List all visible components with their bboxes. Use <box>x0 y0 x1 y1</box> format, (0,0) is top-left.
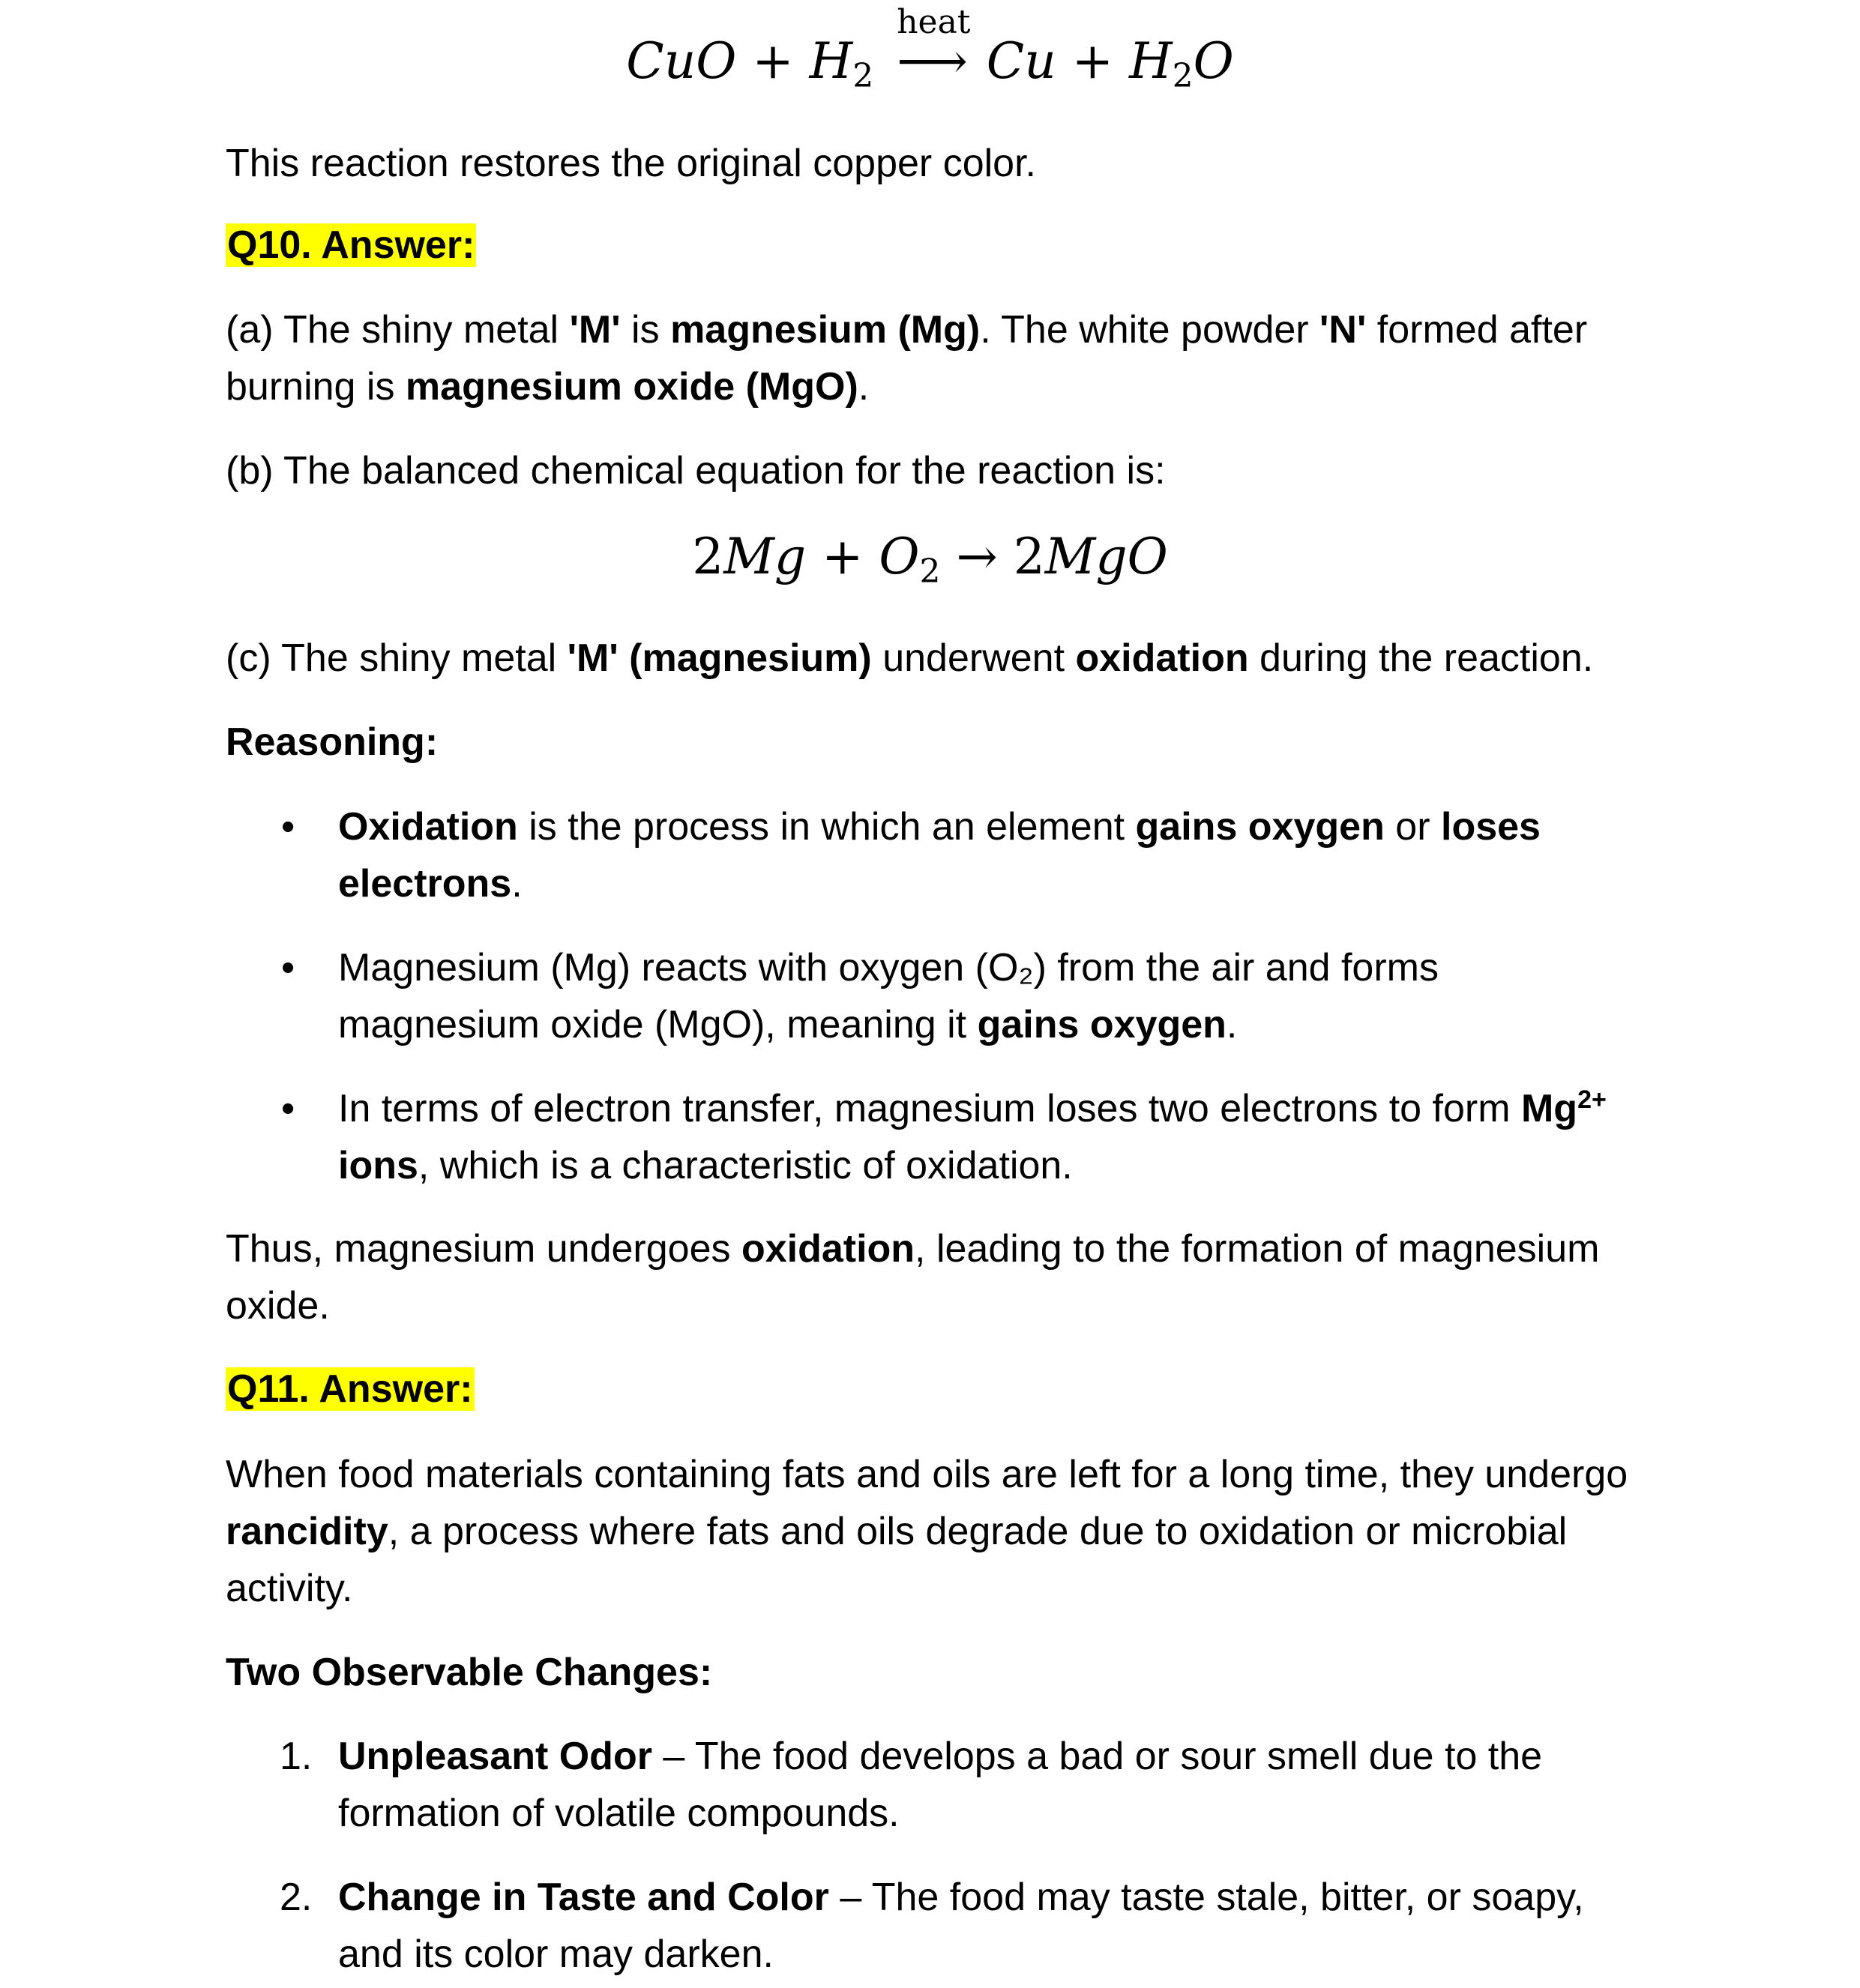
q10-part-a <box>226 301 1650 415</box>
eq2-o: O <box>879 528 920 585</box>
equation-mg-oxidation <box>0 527 1860 591</box>
bullet1-bold-gains: gains oxygen <box>1135 805 1385 849</box>
bullet1-bold-loses: loses electrons <box>338 805 1541 906</box>
bullet3-bold-mg: Mg <box>1520 1087 1578 1130</box>
eq2-mgo: MgO <box>1044 528 1168 585</box>
eq1-h2o-subscript: 2 <box>1172 57 1194 95</box>
eq2-mg: Mg <box>723 528 807 585</box>
list-item <box>338 798 1650 912</box>
reasoning-heading-text: Reasoning: <box>226 720 439 764</box>
bullet3-text-2: , which is a characteristic of oxidation. <box>418 1144 1073 1187</box>
list-number: 1. <box>280 1735 313 1778</box>
changes-heading-text: Two Observable Changes: <box>226 1651 713 1694</box>
q10-heading <box>226 217 1650 274</box>
item1-text: – The food develops a bad or sour smell due to the formation of volatile compounds. <box>338 1735 1543 1835</box>
eq1-heat-arrow <box>897 3 971 91</box>
q10-a-text-2: is <box>620 308 671 352</box>
q11-paragraph <box>226 1446 1650 1617</box>
bullet2-text-1: Magnesium (Mg) reacts with oxygen (O₂) from the air and forms magnesium oxide (MgO), meaning it <box>338 946 1439 1046</box>
bullet1-text-2: or <box>1384 805 1441 849</box>
thus-text-1: Thus, magnesium undergoes <box>226 1227 741 1271</box>
q10-a-text-1: (a) The shiny metal <box>226 308 570 352</box>
bullet1-text-3: . <box>511 862 523 906</box>
list-item <box>338 1728 1650 1842</box>
q10-c-bold-m: 'M' (magnesium) <box>567 636 872 680</box>
q11-heading-highlight: Q11. Answer: <box>227 1367 473 1411</box>
item2-text: – The food may taste stale, bitter, or soapy, and its color may darken. <box>338 1876 1584 1976</box>
item2-bold-taste: Change in Taste and Color <box>338 1876 829 1919</box>
q10-part-b: (b) The balanced chemical equation for the reaction is: <box>226 449 1166 493</box>
bullet3-text-1: In terms of electron transfer, magnesium loses two electrons to form <box>338 1087 1521 1130</box>
equation-cuo-reduction <box>0 3 1860 95</box>
q10-c-text-3: during the reaction. <box>1248 636 1594 680</box>
list-item <box>338 1080 1650 1194</box>
reasoning-heading <box>226 714 1650 771</box>
q10-heading-highlight: Q10. Answer: <box>227 223 475 267</box>
changes-heading <box>226 1644 1650 1701</box>
q10-conclusion <box>226 1220 1650 1334</box>
eq1-reactant-h2: H <box>809 32 853 90</box>
q11-text-2: , a process where fats and oils degrade due to oxidation or microbial activity. <box>226 1510 1568 1610</box>
thus-text-2: , leading to the formation of magnesium oxide. <box>226 1227 1600 1328</box>
q10-a-bold-magnesium: magnesium (Mg) <box>670 308 981 352</box>
eq2-coef-2: 2 <box>1013 528 1045 585</box>
eq2-coef-1: 2 <box>692 528 724 585</box>
eq1-arrow-icon: ⟶ <box>897 32 963 90</box>
eq2-o-subscript: 2 <box>919 552 941 591</box>
eq1-h2o-tail: O <box>1193 32 1234 90</box>
q10-c-text-2: underwent <box>871 636 1076 680</box>
q10-a-text-5: . <box>858 365 870 409</box>
eq1-product-h2o: H <box>1129 32 1173 90</box>
bullet3-charge-superscript: 2+ <box>1577 1085 1607 1114</box>
list-item <box>338 1869 1650 1983</box>
q10-a-bold-m: 'M' <box>569 308 621 352</box>
q11-heading <box>226 1361 1650 1418</box>
eq2-plus: + <box>822 528 864 585</box>
paragraph-restore: This reaction restores the original copper color. <box>226 142 1036 185</box>
eq1-reactant-cuo: CuO <box>626 32 737 90</box>
q10-c-text-1: (c) The shiny metal <box>226 636 568 680</box>
q10-a-text-4: formed after burning is <box>226 308 1588 409</box>
q10-a-bold-mgo: magnesium oxide (MgO) <box>405 365 858 409</box>
q10-a-bold-n: 'N' <box>1319 308 1367 352</box>
q10-part-c <box>226 630 1650 687</box>
thus-bold-oxidation: oxidation <box>741 1227 915 1271</box>
eq1-arrow-label: heat <box>897 3 971 41</box>
bullet-icon: • <box>281 805 295 849</box>
eq1-plus: + <box>752 32 794 90</box>
bullet2-bold-gains: gains oxygen <box>977 1003 1227 1046</box>
list-item <box>338 939 1650 1053</box>
list-number: 2. <box>280 1876 313 1919</box>
q10-a-text-3: . The white powder <box>980 308 1320 352</box>
eq1-plus-2: + <box>1071 32 1114 90</box>
eq1-product-cu: Cu <box>986 32 1056 90</box>
bullet-icon: • <box>281 946 295 990</box>
item1-bold-odor: Unpleasant Odor <box>338 1735 652 1778</box>
bullet-icon: • <box>281 1087 295 1130</box>
bullet2-text-2: . <box>1226 1003 1238 1046</box>
q11-bold-rancidity: rancidity <box>226 1510 388 1553</box>
bullet1-bold-oxidation: Oxidation <box>338 805 518 849</box>
bullet1-text-1: is the process in which an element <box>517 805 1136 849</box>
bullet3-bold-ions: ions <box>338 1144 418 1187</box>
eq1-h2-subscript: 2 <box>852 57 874 95</box>
q10-c-bold-oxidation: oxidation <box>1075 636 1249 680</box>
q11-text-1: When food materials containing fats and oils are left for a long time, they undergo <box>226 1453 1628 1496</box>
eq2-arrow-icon: → <box>956 528 998 585</box>
